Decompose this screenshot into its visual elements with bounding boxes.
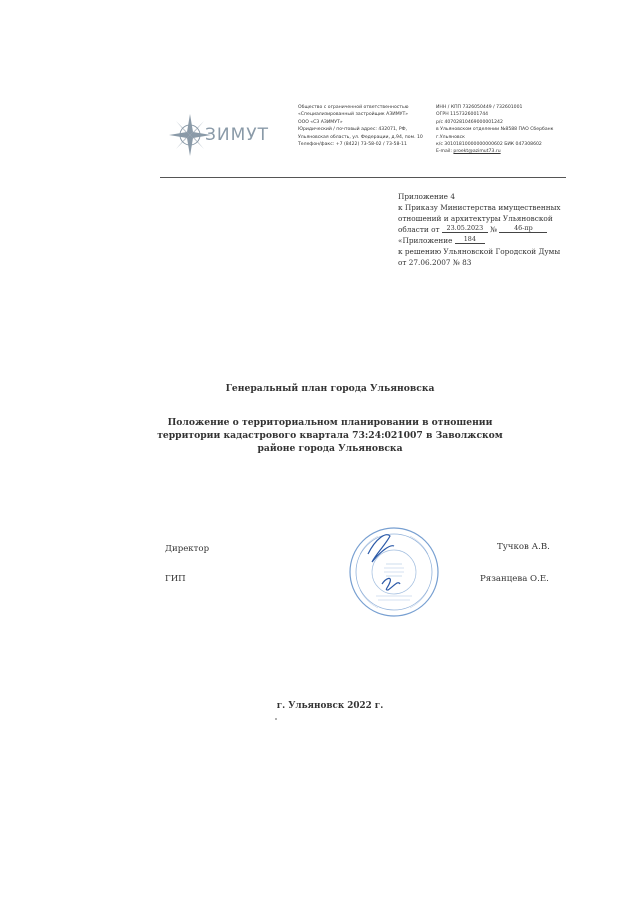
gip-name: Рязанцева О.Е.: [480, 574, 549, 584]
company-line: Юридический / почтовый адрес: 432071, РФ,: [298, 127, 408, 133]
appendix-line: от 27.06.2007 № 83: [398, 258, 472, 267]
appendix-note: [398, 191, 563, 268]
email-prefix: E-mail:: [436, 149, 452, 155]
company-line: Телефон/факс: +7 (8422) 73-58-02 / 73-58-11: [298, 142, 407, 148]
email-link[interactable]: proekt@azimut73.ru: [453, 149, 501, 155]
email-line: [436, 148, 576, 155]
company-line: «Специализированный застройщик АЗИМУТ»: [298, 112, 409, 118]
appendix-app-prefix: «Приложение: [398, 236, 453, 245]
document-title: Генеральный план города Ульяновска: [225, 383, 435, 394]
appendix-line: к Приказу Министерства имущественных: [398, 203, 561, 212]
appendix-line: к решению Ульяновской Городской Думы: [398, 247, 561, 256]
document-subtitle: [150, 416, 510, 455]
appendix-app-line: [398, 235, 563, 246]
bank-line: ОГРН 1157326001744: [436, 112, 489, 118]
company-line: Общество с ограниченной ответственностью: [298, 105, 409, 110]
scan-speck: [275, 718, 277, 720]
logo-text: ЗИМУТ: [205, 125, 270, 145]
company-line: ООО «СЗ АЗИМУТ»: [298, 119, 343, 125]
bank-line: к/с 30101810000000000602 БИК 047308602: [436, 142, 542, 148]
order-date: 23.05.2023: [442, 224, 488, 233]
order-number: 46-пр: [499, 224, 547, 233]
company-details: [298, 104, 428, 148]
appendix-date-line: [398, 224, 563, 235]
bank-details: [436, 104, 576, 156]
number-sign: №: [490, 225, 498, 234]
subtitle-line: территории кадастрового квартала 73:24:021007 в Заволжском: [157, 430, 503, 441]
company-line: Ульяновская область, ул. Федерации, д.94, пом. 10: [298, 134, 423, 140]
bank-line: ИНН / КПП 7326050449 / 732601001: [436, 105, 523, 110]
director-name: Тучков А.В.: [497, 542, 550, 552]
subtitle-line: районе города Ульяновска: [257, 443, 403, 454]
subtitle-line: Положение о территориальном планировании в отношении: [167, 417, 493, 428]
bank-line: р/с 40702810469000001242: [436, 119, 503, 125]
bank-line: в Ульяновском отделении №8588 ПАО Сбербанк: [436, 127, 554, 133]
bank-line: г.Ульяновск: [436, 134, 465, 140]
appendix-number: 184: [455, 235, 485, 244]
city-year: г. Ульяновск 2022 г.: [276, 701, 384, 711]
appendix-line: Приложение 4: [398, 192, 455, 201]
appendix-date-prefix: области от: [398, 225, 440, 234]
appendix-line: отношений и архитектуры Ульяновской: [398, 214, 553, 223]
company-stamp-icon: [346, 524, 442, 620]
header-divider: [160, 177, 566, 178]
director-label: Директор: [165, 544, 210, 554]
gip-label: ГИП: [165, 574, 186, 584]
